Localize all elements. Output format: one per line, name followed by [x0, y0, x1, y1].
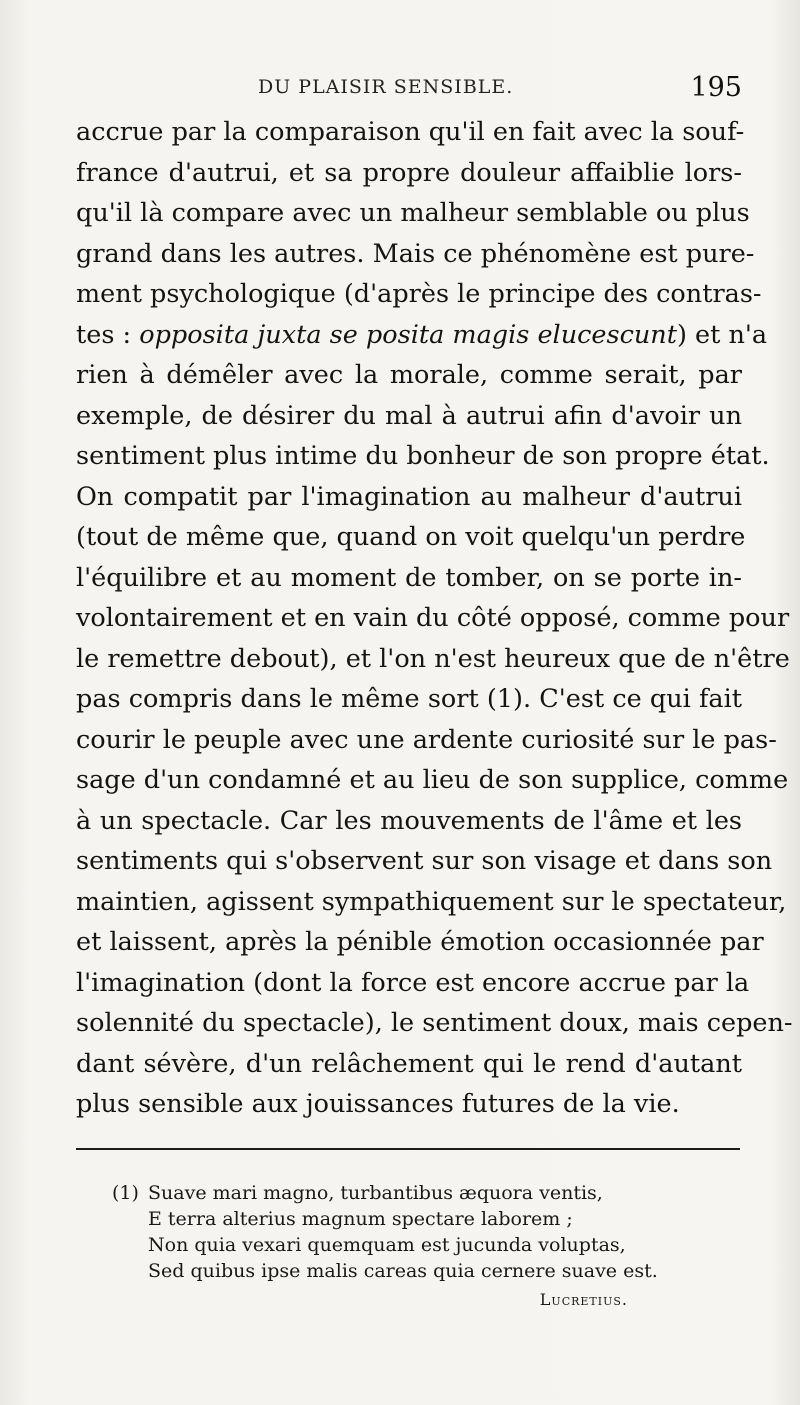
text-line: accrue par la comparaison qu'il en fait avec la souf-	[76, 117, 745, 147]
verse-line: E terra alterius magnum spectare laborem ;	[148, 1208, 573, 1230]
text-line: france d'autrui, et sa propre douleur affaiblie lors-	[76, 157, 742, 188]
footnote-line-wrap	[112, 1206, 672, 1232]
footnote-line-wrap	[112, 1232, 672, 1258]
text-line: solennité du spectacle), le sentiment doux, mais cepen-	[76, 1008, 793, 1038]
text-line: l'imagination (dont la force est encore accrue par la	[76, 967, 750, 998]
text-line-with-quote	[76, 315, 768, 356]
text-line: exemple, de désirer du mal à autrui afin d'avoir un	[76, 400, 742, 431]
text-line: grand dans les autres. Mais ce phénomène est pure-	[76, 238, 755, 269]
text-line: maintien, agissent sympathiquement sur le spectateur,	[76, 886, 787, 917]
text-line: sentiments qui s'observent sur son visage et dans son	[76, 846, 773, 876]
text-line: qu'il là compare avec un malheur semblable ou plus	[76, 198, 750, 228]
page-header	[78, 72, 742, 108]
footnote-line-wrap	[112, 1258, 672, 1284]
latin-quote: opposita juxta se posita magis elucescunt	[139, 319, 677, 350]
text-line: l'équilibre et au moment de tomber, on se porte in-	[76, 562, 742, 593]
text-line: On compatit par l'imagination au malheur d'autrui	[76, 481, 742, 512]
footnote-marker: (1)	[112, 1182, 139, 1204]
text-line: le remettre debout), et l'on n'est heureux que de n'être	[76, 643, 790, 674]
text-line: sage d'un condamné et au lieu de son supplice, comme	[76, 765, 789, 795]
text-line: sentiment plus intime du bonheur de son propre état.	[76, 441, 770, 471]
text-line: dant sévère, d'un relâchement qui le rend d'autant	[76, 1048, 742, 1079]
text-line: et laissent, après la pénible émotion occasionnée par	[76, 927, 764, 957]
main-text	[76, 112, 793, 1125]
text-line: courir le peuple avec une ardente curiosité sur le pas-	[76, 724, 777, 755]
text-line: à un spectacle. Car les mouvements de l'âme et les	[76, 805, 742, 836]
verse-line: Non quia vexari quemquam est jucunda voluptas,	[148, 1234, 626, 1256]
text-line: pas compris dans le même sort (1). C'est ce qui fait	[76, 684, 742, 714]
text-line: rien à démêler avec la morale, comme serait, par	[76, 360, 742, 390]
verse-line: Sed quibus ipse malis careas quia cernere suave est.	[148, 1260, 658, 1282]
footnote-attribution: Lucretius.	[539, 1290, 628, 1309]
running-head: DU PLAISIR SENSIBLE.	[258, 76, 514, 98]
footnote-line-wrap	[112, 1180, 672, 1206]
footnote-divider	[76, 1148, 740, 1150]
verse-line: Suave mari magno, turbantibus æquora ventis,	[148, 1182, 603, 1204]
text-line: ment psychologique (d'après le principe des contras-	[76, 279, 762, 309]
text-fragment: tes :	[76, 319, 132, 350]
text-fragment: ) et n'a	[676, 319, 768, 350]
footnote	[112, 1180, 672, 1284]
text-line: (tout de même que, quand on voit quelqu'un perdre	[76, 522, 746, 552]
text-line: plus sensible aux jouissances futures de la vie.	[76, 1089, 680, 1119]
page-number: 195	[690, 72, 742, 103]
text-line: volontairement et en vain du côté opposé, comme pour	[76, 603, 790, 633]
